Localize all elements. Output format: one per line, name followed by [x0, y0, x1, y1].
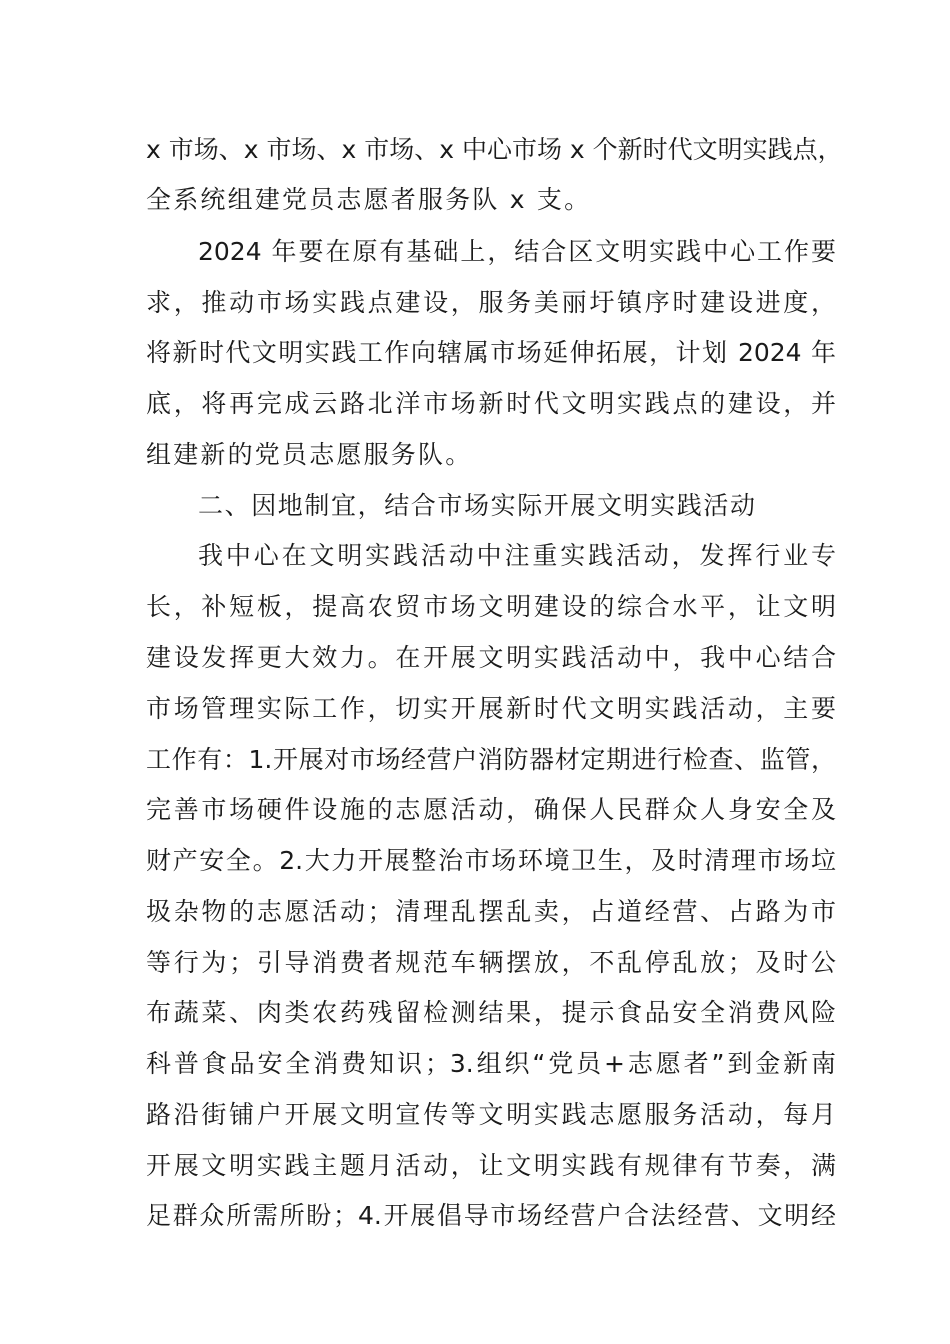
text-line: 足群众所需所盼；4.开展倡导市场经营户合法经营、文明经 [146, 1201, 836, 1230]
text-line: 科普食品安全消费知识；3.组织“党员+志愿者”到金新南 [146, 1049, 836, 1078]
text-line: 2024 年要在原有基础上，结合区文明实践中心工作要 [198, 237, 836, 266]
text-line: 圾杂物的志愿活动；清理乱摆乱卖，占道经营、占路为市 [146, 897, 836, 926]
text-line: 建设发挥更大效力。在开展文明实践活动中，我中心结合 [146, 643, 836, 672]
text-line: 等行为；引导消费者规范车辆摆放，不乱停乱放；及时公 [146, 948, 836, 977]
text-line: 开展文明实践主题月活动，让文明实践有规律有节奏，满 [146, 1151, 836, 1180]
text-line: x 市场、x 市场、x 市场、x 中心市场 x 个新时代文明实践点， [146, 135, 843, 164]
text-line: 底，将再完成云路北洋市场新时代文明实践点的建设，并 [146, 389, 836, 418]
text-line: 财产安全。2.大力开展整治市场环境卫生，及时清理市场垃 [146, 846, 836, 875]
text-line: 组建新的党员志愿服务队。 [146, 440, 473, 469]
text-line: 全系统组建党员志愿者服务队 x 支。 [146, 185, 592, 214]
text-line: 路沿街铺户开展文明宣传等文明实践志愿服务活动，每月 [146, 1100, 836, 1129]
section-heading: 二、因地制宜，结合市场实际开展文明实践活动 [198, 491, 757, 520]
text-line: 我中心在文明实践活动中注重实践活动，发挥行业专 [198, 541, 836, 570]
text-line: 将新时代文明实践工作向辖属市场延伸拓展，计划 2024 年 [146, 338, 836, 367]
text-line: 完善市场硬件设施的志愿活动，确保人民群众人身安全及 [146, 795, 836, 824]
text-line: 长，补短板，提高农贸市场文明建设的综合水平，让文明 [146, 592, 836, 621]
text-line: 求，推动市场实践点建设，服务美丽圩镇序时建设进度， [146, 288, 836, 317]
text-line: 工作有：1.开展对市场经营户消防器材定期进行检查、监管， [146, 745, 836, 774]
text-line: 市场管理实际工作，切实开展新时代文明实践活动，主要 [146, 694, 836, 723]
text-line: 布蔬菜、肉类农药残留检测结果，提示食品安全消费风险 [146, 998, 836, 1027]
